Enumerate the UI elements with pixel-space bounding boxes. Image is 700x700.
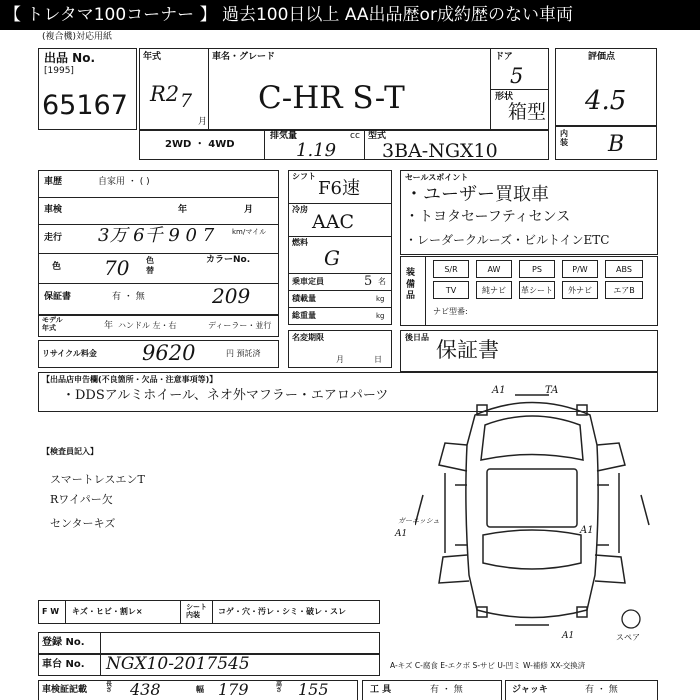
- year-label: 年式: [143, 52, 162, 62]
- length-value: 438: [130, 680, 161, 699]
- name-change-label: 名変期限: [292, 333, 324, 342]
- width-label: 幅: [196, 685, 204, 694]
- lot-corner-tag: [1995]: [44, 66, 74, 76]
- tools-label: 工 具: [370, 685, 392, 695]
- navi-model-label: ナビ型番:: [433, 307, 468, 316]
- load-unit: kg: [376, 295, 385, 303]
- cc-unit: cc: [350, 131, 360, 141]
- notes-value: ・DDSアルミホイール、ネオ外マフラー・エアロパーツ: [62, 388, 389, 403]
- length-label: 長さ: [106, 681, 113, 694]
- later-docs-value: 保証書: [436, 338, 499, 362]
- spare-tire-icon: [620, 608, 642, 630]
- color-label: 色: [52, 262, 62, 272]
- tools-value: 有 ・ 無: [430, 685, 463, 695]
- sales-point-2: ・トヨタセーフティセンス: [405, 209, 571, 225]
- year-month-unit: 月: [198, 117, 208, 127]
- lot-label: 出品 No.: [44, 51, 96, 65]
- weight-label: 総重量: [292, 311, 316, 320]
- dealer-label: ディーラー・並行: [208, 321, 272, 330]
- damage-mark-rear: A1: [562, 631, 575, 641]
- mileage-label: 走行: [44, 233, 63, 243]
- recycle-value: 9620: [142, 341, 196, 365]
- reg-row: [38, 632, 380, 654]
- inspection-year: 年: [178, 205, 188, 215]
- year-value: R2: [150, 82, 180, 106]
- name-change-month: 月: [336, 355, 344, 364]
- capacity-value: 5: [364, 274, 373, 289]
- shape-label: 形状: [495, 92, 514, 102]
- equip-abs: ABS: [605, 260, 643, 278]
- later-docs-label: 後日品: [405, 333, 429, 342]
- jack-value: 有 ・ 無: [585, 685, 618, 695]
- model-year-unit: 年: [104, 321, 114, 331]
- drive-label: 2WD ・ 4WD: [165, 139, 235, 150]
- equipment-label: 装備品: [406, 268, 416, 302]
- cc-value: 1.19: [296, 140, 337, 161]
- model-label: 型式: [368, 131, 387, 141]
- recycle-unit: 円 預託済: [226, 349, 261, 358]
- chassis-value: NGX10-2017545: [106, 654, 250, 674]
- car-name: C-HR S-T: [258, 80, 405, 116]
- interior-label: 内装: [560, 129, 568, 147]
- color-no-value: 209: [212, 284, 251, 308]
- fw-items: キズ・ヒビ・割レ×: [72, 607, 143, 616]
- shape-value: 箱型: [508, 101, 547, 123]
- history-value: 自家用 ・ ( ): [98, 177, 150, 187]
- inspector-line-1: スマートレスエンT: [50, 473, 145, 486]
- year-month: 7: [180, 90, 193, 112]
- history-label: 車歴: [44, 177, 63, 187]
- equip-sr: S/R: [433, 260, 469, 278]
- form-subtitle: (複合機)対応用紙: [42, 32, 113, 42]
- fw-label: F W: [42, 607, 60, 616]
- width-value: 179: [218, 680, 249, 699]
- equip-aftermarket-navi: 外ナビ: [562, 281, 598, 299]
- name-change-day: 日: [374, 355, 382, 364]
- jack-label: ジャッキ: [512, 685, 548, 695]
- shift-value: F6速: [318, 178, 360, 199]
- sales-point-1: ・ユーザー買取車: [405, 184, 549, 205]
- warranty-label: 保証書: [44, 292, 72, 302]
- door-value: 5: [510, 64, 524, 88]
- mileage-units: km/マイル: [232, 228, 267, 236]
- seat-items: コゲ・穴・汚レ・シミ・破レ・スレ: [218, 607, 346, 616]
- shift-label: シフト: [292, 172, 316, 181]
- recycle-label: リサイクル料金: [42, 349, 97, 358]
- inspector-label: 【検査員記入】: [42, 447, 98, 456]
- equip-genuine-navi: 純ナビ: [476, 281, 512, 299]
- equip-tv: TV: [433, 281, 469, 299]
- inspection-label: 車検: [44, 205, 63, 215]
- handle-label: ハンドル 左・右: [118, 321, 177, 330]
- name-label: 車名・グレード: [212, 52, 276, 62]
- mileage-value: 3万 6千 9 0 7: [98, 225, 215, 246]
- sales-point-3: ・レーダークルーズ・ビルトインETC: [405, 233, 610, 247]
- inspector-line-2: Rワイパー欠: [50, 493, 113, 506]
- seat-label: シート内装: [186, 603, 207, 620]
- color-no-label: カラーNo.: [206, 255, 251, 265]
- sales-points-label: セールスポイント: [405, 173, 469, 182]
- ac-value: AAC: [312, 211, 354, 233]
- inspector-line-3: センターキズ: [50, 517, 116, 530]
- damage-mark-garnish: ガーニッシュ: [398, 517, 440, 525]
- color-change-label: 色替: [146, 256, 154, 275]
- fuel-value: G: [324, 246, 340, 270]
- door-label: ドア: [495, 52, 513, 62]
- weight-unit: kg: [376, 312, 385, 320]
- ac-label: 冷房: [292, 205, 308, 214]
- model-year-label: モデル年式: [42, 316, 63, 332]
- equip-pw: P/W: [562, 260, 598, 278]
- lot-number: 65167: [42, 90, 128, 121]
- chassis-label: 車台 No.: [42, 659, 85, 670]
- notes-label: 【出品店申告欄(不良箇所・欠品・注意事項等)】: [42, 375, 218, 384]
- capacity-unit: 名: [378, 277, 386, 286]
- cc-label: 排気量: [270, 131, 298, 141]
- load-label: 積載量: [292, 294, 316, 303]
- banner-title: 【 トレタマ100コーナー 】 過去100日以上 AA出品歴or成約歴のない車両: [0, 0, 700, 30]
- score-label: 評価点: [588, 52, 616, 62]
- score-value: 4.5: [585, 86, 627, 116]
- damage-legend: A-キズ C-腐食 E-エクボ S-サビ U-凹ミ W-補修 XX-交換済: [390, 661, 586, 670]
- warranty-value: 有 ・ 無: [112, 292, 145, 302]
- color-value: 70: [104, 256, 130, 280]
- damage-mark-left-side: A1: [395, 529, 408, 539]
- reg-label: 登録 No.: [42, 637, 85, 648]
- equip-ps: PS: [519, 260, 555, 278]
- damage-mark-right-side: A1: [580, 525, 594, 536]
- cert-label: 車検証記載: [42, 685, 88, 695]
- height-value: 155: [298, 680, 329, 699]
- model-value: 3BA-NGX10: [382, 140, 498, 162]
- fuel-label: 燃料: [292, 238, 308, 247]
- inspection-month: 月: [244, 205, 254, 215]
- damage-mark-front-left: A1: [492, 385, 506, 396]
- equip-airbag: エアB: [605, 281, 643, 299]
- car-damage-diagram: [415, 385, 650, 635]
- damage-mark-front-right: TA: [545, 385, 559, 396]
- height-label: 高さ: [276, 681, 283, 694]
- equip-leather-seat: 革シート: [519, 281, 555, 299]
- equip-aw: AW: [476, 260, 512, 278]
- spare-label: スペア: [616, 633, 640, 642]
- capacity-label: 乗車定員: [292, 277, 324, 286]
- interior-value: B: [608, 132, 625, 157]
